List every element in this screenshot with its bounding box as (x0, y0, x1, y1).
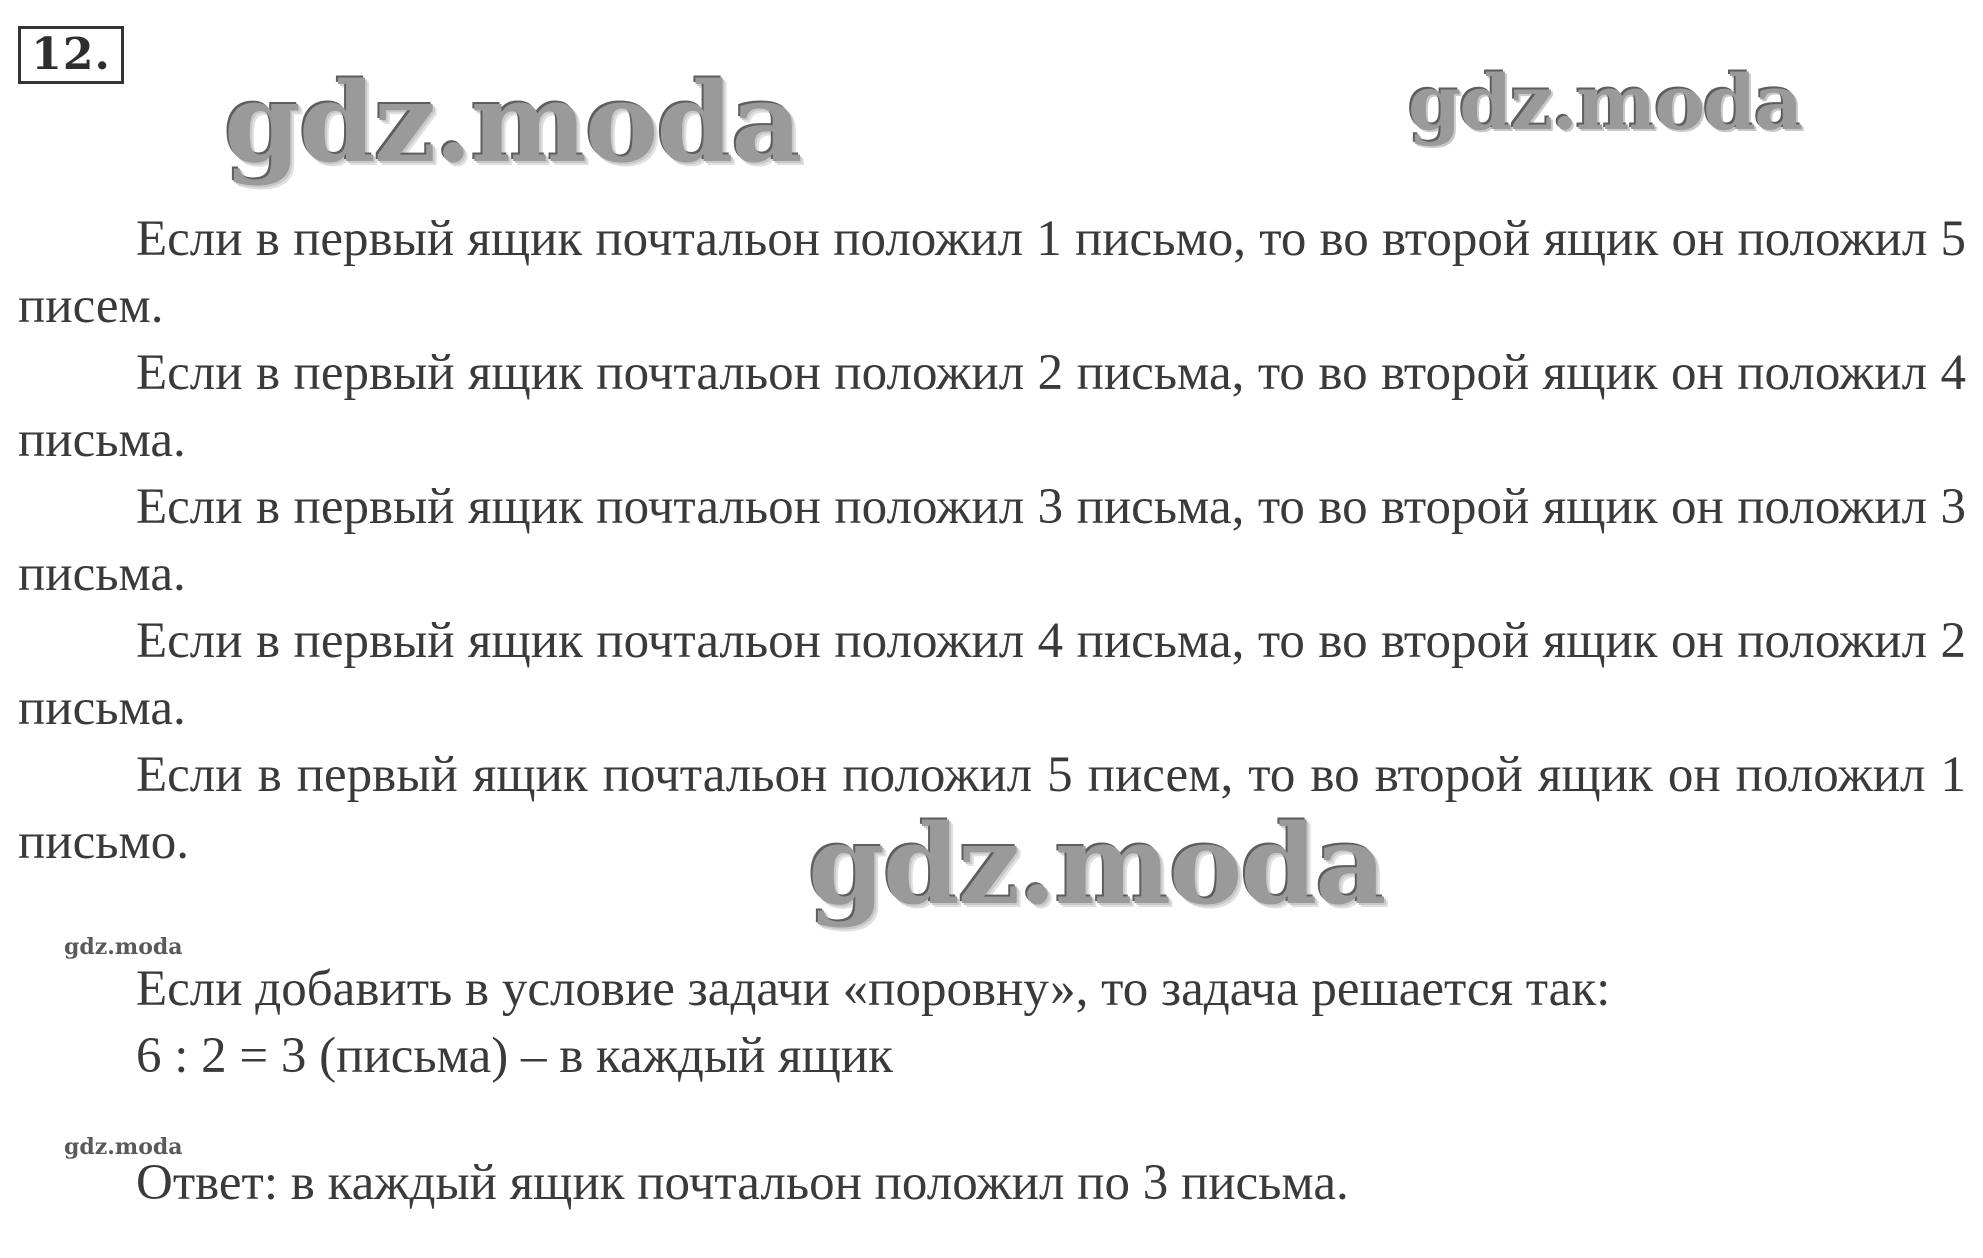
condition-line: Если добавить в условие задачи «поровну», то задача решается так: (136, 961, 1611, 1017)
answer-line: Ответ: в каждый ящик почтальон положил по 3 письма. (136, 1155, 1349, 1211)
watermark-small-1: gdz.moda (64, 934, 183, 960)
solution-line: 6 : 2 = 3 (письма) – в каждый ящик (136, 1028, 893, 1084)
spacer (18, 1090, 1966, 1150)
watermark-top-right: gdz.moda (1408, 58, 1802, 147)
watermark-middle: gdz.moda (808, 800, 1385, 929)
case-paragraph-4: Если в первый ящик почтальон положил 4 письма, то во второй ящик он положил 2 письма. (18, 613, 1966, 736)
case-paragraph-3: Если в первый ящик почтальон положил 3 письма, то во второй ящик он положил 3 письма. (18, 479, 1966, 602)
task-number-box: 12. (18, 26, 124, 84)
watermark-small-2: gdz.moda (64, 1134, 183, 1160)
case-paragraph-2: Если в первый ящик почтальон положил 2 письма, то во второй ящик он положил 4 письма. (18, 345, 1966, 468)
case-paragraph-1: Если в первый ящик почтальон положил 1 письмо, то во второй ящик он положил 5 писем. (18, 211, 1966, 334)
solution-text (18, 206, 1966, 1217)
case-paragraph-5: Если в первый ящик почтальон положил 5 писем, то во второй ящик он положил 1 письмо. (18, 747, 1966, 870)
spacer (18, 876, 1966, 956)
watermark-top-left: gdz.moda (224, 58, 801, 187)
